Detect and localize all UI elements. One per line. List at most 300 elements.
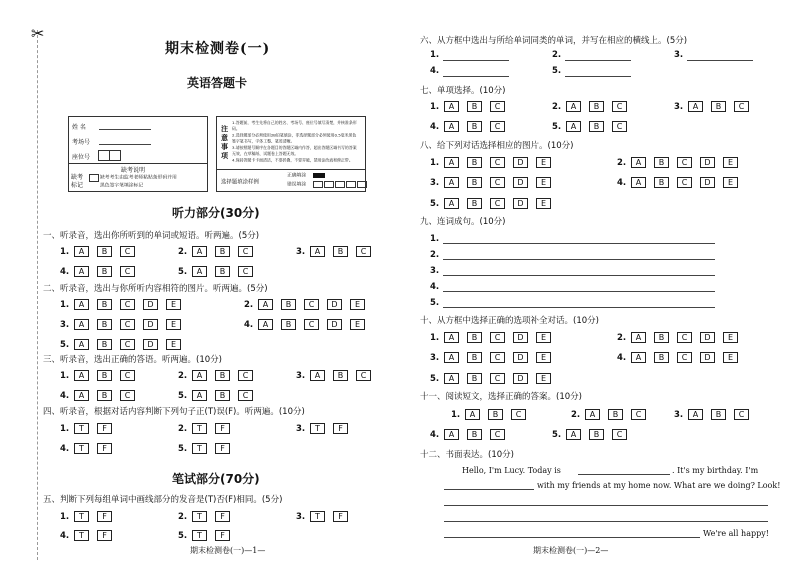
page-title: 期末检测卷(一) <box>165 41 271 57</box>
section-1-title: 一、听录音，选出你所听到的单词或短语。听两遍。(5分) <box>43 231 260 241</box>
option-box-t[interactable]: T <box>192 423 207 434</box>
option-box-c[interactable]: C <box>120 246 135 257</box>
q-number: 1. <box>60 246 70 257</box>
option-box-f[interactable]: F <box>97 530 112 541</box>
option-box-c[interactable]: C <box>120 319 135 330</box>
sample-label: 选择题填涂样例 <box>221 178 259 186</box>
option-box-f[interactable]: F <box>215 423 230 434</box>
answer-line[interactable] <box>443 259 715 260</box>
absent-text: 缺考考生由监考老师粘贴条形码并用 <box>100 174 177 181</box>
name-label: 姓 名 <box>72 124 86 131</box>
option-box-b[interactable]: B <box>711 101 726 112</box>
option-box-d[interactable]: D <box>700 177 715 188</box>
option-box-c[interactable]: C <box>490 352 505 363</box>
exam-no-field[interactable] <box>99 144 151 145</box>
answer-row <box>60 299 189 310</box>
essay-blank[interactable] <box>444 489 534 490</box>
q-number: 2. <box>571 409 581 420</box>
option-box-d[interactable]: D <box>327 319 342 330</box>
option-box-t[interactable]: T <box>74 443 89 454</box>
answer-row <box>617 332 746 343</box>
essay-line[interactable] <box>444 521 768 522</box>
q-number: 2. <box>430 250 440 260</box>
option-box-b[interactable]: B <box>654 177 669 188</box>
q-number: 4. <box>60 390 70 401</box>
option-box-f[interactable]: F <box>215 511 230 522</box>
page-footer-2: 期末检测卷(一)—2— <box>533 546 609 555</box>
option-box-a[interactable]: A <box>585 409 600 420</box>
option-box-b[interactable]: B <box>589 121 604 132</box>
answer-row <box>60 370 143 381</box>
option-box-b[interactable]: B <box>467 198 482 209</box>
option-box-b[interactable]: B <box>333 370 348 381</box>
answer-row <box>60 266 143 277</box>
option-box-a[interactable]: A <box>444 373 459 384</box>
option-box-e[interactable]: E <box>723 352 738 363</box>
answer-row <box>430 121 513 132</box>
answer-row <box>552 101 635 112</box>
option-box-c[interactable]: C <box>238 390 253 401</box>
option-box-c[interactable]: C <box>490 198 505 209</box>
option-box-a[interactable]: A <box>444 198 459 209</box>
answer-row <box>244 319 373 330</box>
essay-text: Hello, I'm Lucy. Today is <box>462 466 561 475</box>
q-number: 1. <box>60 299 70 310</box>
option-box-e[interactable]: E <box>166 319 181 330</box>
page-subtitle: 英语答题卡 <box>187 76 248 90</box>
absent-mark-box[interactable] <box>89 174 99 182</box>
option-box-b[interactable]: B <box>467 373 482 384</box>
option-box-a[interactable]: A <box>688 101 703 112</box>
option-box-d[interactable]: D <box>513 373 528 384</box>
answer-row <box>296 370 379 381</box>
option-box-b[interactable]: B <box>589 429 604 440</box>
absent-label: 标记 <box>71 182 84 189</box>
answer-row <box>60 530 120 541</box>
option-box-b[interactable]: B <box>608 409 623 420</box>
option-box-e[interactable]: E <box>536 332 551 343</box>
option-box-b[interactable]: B <box>333 246 348 257</box>
q-number: 4. <box>60 530 70 541</box>
option-box-c[interactable]: C <box>490 157 505 168</box>
option-box-e[interactable]: E <box>350 299 365 310</box>
q-number: 3. <box>296 423 306 434</box>
option-box-t[interactable]: T <box>310 511 325 522</box>
option-box-b[interactable]: B <box>589 101 604 112</box>
q-number: 5. <box>178 390 188 401</box>
option-box-a[interactable]: A <box>688 409 703 420</box>
option-box-c[interactable]: C <box>677 332 692 343</box>
option-box-t[interactable]: T <box>192 530 207 541</box>
option-box-c[interactable]: C <box>120 299 135 310</box>
option-box-a[interactable]: A <box>192 266 207 277</box>
answer-line[interactable] <box>443 60 509 61</box>
notice-box <box>216 116 366 192</box>
q-number: 5. <box>178 443 188 454</box>
answer-row <box>244 299 373 310</box>
notice-line: 1.答题前，考生先将自己的姓名、考场号、座位号填写清楚，并核准条形码。 <box>232 120 357 132</box>
option-box-b[interactable]: B <box>215 246 230 257</box>
option-box-c[interactable]: C <box>120 266 135 277</box>
fold-line <box>37 30 38 560</box>
option-box-a[interactable]: A <box>566 121 581 132</box>
option-box-d[interactable]: D <box>513 177 528 188</box>
q-number: 5. <box>60 339 70 350</box>
option-box-a[interactable]: A <box>74 390 89 401</box>
q-number: 1. <box>430 157 440 168</box>
answer-line[interactable] <box>443 243 715 244</box>
divider <box>69 163 207 164</box>
written-header: 笔试部分(70分) <box>172 472 260 486</box>
option-box-a[interactable]: A <box>258 319 273 330</box>
option-box-f[interactable]: F <box>97 443 112 454</box>
section-3-title: 三、听录音，选出正确的答语。听两遍。(10分) <box>43 355 222 365</box>
essay-blank[interactable] <box>578 474 670 475</box>
option-box-c[interactable]: C <box>490 101 505 112</box>
option-box-c[interactable]: C <box>356 370 371 381</box>
scissors-icon: ✂ <box>31 24 45 43</box>
answer-row <box>571 409 654 420</box>
option-box-b[interactable]: B <box>467 352 482 363</box>
q-number: 1. <box>430 50 440 60</box>
section-12-title: 十二、书面表达。(10分) <box>420 450 514 460</box>
option-box-a[interactable]: A <box>631 352 646 363</box>
option-box-c[interactable]: C <box>612 121 627 132</box>
option-box-c[interactable]: C <box>120 390 135 401</box>
option-box-c[interactable]: C <box>490 121 505 132</box>
section-8-title: 八、给下列对话选择相应的图片。(10分) <box>420 141 574 151</box>
answer-line[interactable] <box>687 60 753 61</box>
option-box-c[interactable]: C <box>238 246 253 257</box>
option-box-t[interactable]: T <box>192 511 207 522</box>
option-box-c[interactable]: C <box>677 177 692 188</box>
option-box-c[interactable]: C <box>734 101 749 112</box>
option-box-a[interactable]: A <box>444 177 459 188</box>
answer-row <box>60 443 120 454</box>
option-box-a[interactable]: A <box>310 246 325 257</box>
option-box-c[interactable]: C <box>304 299 319 310</box>
q-number: 4. <box>617 177 627 188</box>
option-box-a[interactable]: A <box>310 370 325 381</box>
option-box-f[interactable]: F <box>215 443 230 454</box>
option-box-e[interactable]: E <box>536 157 551 168</box>
option-box-d[interactable]: D <box>700 352 715 363</box>
option-box-c[interactable]: C <box>511 409 526 420</box>
answer-row <box>60 246 143 257</box>
q-number: 1. <box>430 234 440 244</box>
q-number: 3. <box>674 409 684 420</box>
section-7-title: 七、单项选择。(10分) <box>420 86 506 96</box>
essay-text: We're all happy! <box>703 529 769 538</box>
answer-row <box>430 373 559 384</box>
option-box-a[interactable]: A <box>444 101 459 112</box>
option-box-b[interactable]: B <box>654 332 669 343</box>
q-number: 3. <box>430 352 440 363</box>
q-number: 5. <box>552 429 562 440</box>
option-box-b[interactable]: B <box>467 177 482 188</box>
option-box-d[interactable]: D <box>143 319 158 330</box>
q-number: 4. <box>430 121 440 132</box>
option-box-c[interactable]: C <box>631 409 646 420</box>
answer-row <box>674 101 757 112</box>
option-box-f[interactable]: F <box>97 423 112 434</box>
option-box-a[interactable]: A <box>444 352 459 363</box>
section-4-title: 四、听录音，根据对话内容判断下列句子正(T)误(F)。听两遍。(10分) <box>43 407 305 417</box>
answer-row <box>430 177 559 188</box>
q-number: 5. <box>430 198 440 209</box>
option-box-c[interactable]: C <box>677 157 692 168</box>
section-2-title: 二、听录音，选出与你所听内容相符的图片。听两遍。(5分) <box>43 284 268 294</box>
option-box-c[interactable]: C <box>238 370 253 381</box>
essay-text: with my friends at my home now. What are we doing? Look! <box>537 481 781 490</box>
option-box-a[interactable]: A <box>192 390 207 401</box>
q-number: 5. <box>430 373 440 384</box>
option-box-c[interactable]: C <box>490 332 505 343</box>
answer-row <box>178 511 238 522</box>
option-box-b[interactable]: B <box>654 157 669 168</box>
q-number: 4. <box>60 266 70 277</box>
q-number: 5. <box>178 266 188 277</box>
q-number: 3. <box>430 266 440 276</box>
q-number: 3. <box>674 50 684 60</box>
option-box-b[interactable]: B <box>467 101 482 112</box>
q-number: 3. <box>60 319 70 330</box>
option-box-c[interactable]: C <box>490 177 505 188</box>
option-box-b[interactable]: B <box>97 370 112 381</box>
option-box-a[interactable]: A <box>444 332 459 343</box>
option-box-t[interactable]: T <box>74 511 89 522</box>
option-box-t[interactable]: T <box>310 423 325 434</box>
option-box-c[interactable]: C <box>120 370 135 381</box>
name-field[interactable] <box>99 129 151 130</box>
option-box-c[interactable]: C <box>120 339 135 350</box>
answer-line[interactable] <box>565 60 631 61</box>
answer-line[interactable] <box>443 275 715 276</box>
option-box-d[interactable]: D <box>513 157 528 168</box>
option-box-b[interactable]: B <box>467 121 482 132</box>
answer-row <box>60 423 120 434</box>
option-box-a[interactable]: A <box>631 332 646 343</box>
q-number: 5. <box>552 66 562 76</box>
option-box-b[interactable]: B <box>97 266 112 277</box>
q-number: 4. <box>244 319 254 330</box>
option-box-a[interactable]: A <box>192 370 207 381</box>
answer-line[interactable] <box>443 76 509 77</box>
answer-row <box>60 511 120 522</box>
seat-label: 座位号 <box>72 154 91 161</box>
answer-row <box>430 429 513 440</box>
option-box-a[interactable]: A <box>192 246 207 257</box>
answer-row <box>178 390 261 401</box>
option-box-b[interactable]: B <box>281 319 296 330</box>
q-number: 5. <box>178 530 188 541</box>
q-number: 2. <box>552 50 562 60</box>
answer-row <box>60 319 189 330</box>
answer-row <box>617 352 746 363</box>
option-box-e[interactable]: E <box>350 319 365 330</box>
correct-sample <box>313 173 325 178</box>
answer-row <box>178 266 261 277</box>
option-box-b[interactable]: B <box>281 299 296 310</box>
option-box-e[interactable]: E <box>536 177 551 188</box>
option-box-d[interactable]: D <box>513 332 528 343</box>
option-box-b[interactable]: B <box>215 390 230 401</box>
answer-row <box>617 177 746 188</box>
option-box-a[interactable]: A <box>74 319 89 330</box>
notice-text <box>232 120 357 164</box>
answer-row <box>430 198 559 209</box>
answer-row <box>178 246 261 257</box>
notice-title: 注意事项 <box>221 125 228 160</box>
q-number: 4. <box>430 66 440 76</box>
option-box-e[interactable]: E <box>723 332 738 343</box>
correct-label: 正确填涂 <box>287 172 307 179</box>
option-box-c[interactable]: C <box>612 429 627 440</box>
option-box-a[interactable]: A <box>74 339 89 350</box>
q-number: 4. <box>430 429 440 440</box>
option-box-b[interactable]: B <box>654 352 669 363</box>
q-number: 3. <box>674 101 684 112</box>
option-box-d[interactable]: D <box>143 339 158 350</box>
option-box-d[interactable]: D <box>513 198 528 209</box>
option-box-e[interactable]: E <box>723 177 738 188</box>
answer-line[interactable] <box>443 291 715 292</box>
answer-row <box>178 443 238 454</box>
option-box-c[interactable]: C <box>238 266 253 277</box>
section-9-title: 九、连词成句。(10分) <box>420 217 506 227</box>
answer-line[interactable] <box>443 307 715 308</box>
option-box-a[interactable]: A <box>631 177 646 188</box>
option-box-d[interactable]: D <box>327 299 342 310</box>
option-box-c[interactable]: C <box>304 319 319 330</box>
option-box-f[interactable]: F <box>97 511 112 522</box>
option-box-f[interactable]: F <box>333 423 348 434</box>
option-box-b[interactable]: B <box>467 157 482 168</box>
option-box-b[interactable]: B <box>97 339 112 350</box>
divider <box>217 169 365 170</box>
q-number: 1. <box>451 409 461 420</box>
answer-row <box>60 339 189 350</box>
seat-box[interactable] <box>109 150 121 161</box>
absent-text: 黑色签字笔填涂标记 <box>100 182 144 189</box>
answer-row <box>178 530 238 541</box>
q-number: 4. <box>617 352 627 363</box>
option-box-b[interactable]: B <box>97 319 112 330</box>
option-box-e[interactable]: E <box>536 373 551 384</box>
option-box-c[interactable]: C <box>677 352 692 363</box>
option-box-b[interactable]: B <box>467 332 482 343</box>
option-box-b[interactable]: B <box>97 246 112 257</box>
q-number: 2. <box>617 332 627 343</box>
option-box-a[interactable]: A <box>74 266 89 277</box>
essay-line[interactable] <box>444 505 768 506</box>
option-box-t[interactable]: T <box>74 423 89 434</box>
q-number: 2. <box>244 299 254 310</box>
option-box-a[interactable]: A <box>566 429 581 440</box>
option-box-t[interactable]: T <box>74 530 89 541</box>
q-number: 3. <box>296 370 306 381</box>
option-box-d[interactable]: D <box>700 332 715 343</box>
option-box-a[interactable]: A <box>631 157 646 168</box>
option-box-a[interactable]: A <box>258 299 273 310</box>
option-box-e[interactable]: E <box>166 299 181 310</box>
notice-line: 2.选择题部分必须使用2B铅笔填涂，非选择题部分必须使用0.5毫米黑色签字笔书写，字体工整、笔迹清晰。 <box>232 133 357 145</box>
q-number: 2. <box>178 423 188 434</box>
option-box-t[interactable]: T <box>192 443 207 454</box>
option-box-b[interactable]: B <box>488 409 503 420</box>
answer-row <box>178 423 238 434</box>
q-number: 4. <box>430 282 440 292</box>
option-box-a[interactable]: A <box>444 429 459 440</box>
option-box-d[interactable]: D <box>143 299 158 310</box>
option-box-e[interactable]: E <box>536 198 551 209</box>
q-number: 1. <box>60 370 70 381</box>
option-box-c[interactable]: C <box>356 246 371 257</box>
option-box-d[interactable]: D <box>513 352 528 363</box>
option-box-b[interactable]: B <box>97 299 112 310</box>
q-number: 1. <box>60 423 70 434</box>
option-box-a[interactable]: A <box>566 101 581 112</box>
option-box-b[interactable]: B <box>711 409 726 420</box>
option-box-c[interactable]: C <box>734 409 749 420</box>
essay-line[interactable] <box>444 537 700 538</box>
q-number: 3. <box>296 511 306 522</box>
option-box-b[interactable]: B <box>467 429 482 440</box>
answer-line[interactable] <box>565 76 631 77</box>
option-box-f[interactable]: F <box>333 511 348 522</box>
section-6-title: 六、从方框中选出与所给单词同类的单词，并写在相应的横线上。(5分) <box>420 36 688 46</box>
q-number: 2. <box>552 101 562 112</box>
section-5-title: 五、判断下列每组单词中画线部分的发音是(T)否(F)相同。(5分) <box>43 495 283 505</box>
option-box-c[interactable]: C <box>490 429 505 440</box>
option-box-a[interactable]: A <box>444 121 459 132</box>
option-box-e[interactable]: E <box>166 339 181 350</box>
option-box-b[interactable]: B <box>97 390 112 401</box>
option-box-a[interactable]: A <box>444 157 459 168</box>
option-box-e[interactable]: E <box>536 352 551 363</box>
answer-row <box>552 429 635 440</box>
q-number: 3. <box>430 177 440 188</box>
student-info-box <box>68 116 208 192</box>
answer-row <box>296 246 379 257</box>
option-box-b[interactable]: B <box>215 266 230 277</box>
essay-text: . It's my birthday. I'm <box>672 466 759 475</box>
option-box-c[interactable]: C <box>612 101 627 112</box>
notice-line: 3.请按照题号顺序在各题目的答题区域内作答，超出答题区域书写的答案无效，在草稿纸、试题卷上答题无效。 <box>232 145 357 157</box>
q-number: 1. <box>430 332 440 343</box>
answer-row <box>430 157 559 168</box>
q-number: 1. <box>60 511 70 522</box>
option-box-f[interactable]: F <box>215 530 230 541</box>
option-box-e[interactable]: E <box>723 157 738 168</box>
answer-row <box>617 157 746 168</box>
option-box-a[interactable]: A <box>465 409 480 420</box>
answer-row <box>430 332 559 343</box>
option-box-a[interactable]: A <box>74 370 89 381</box>
q-number: 1. <box>430 101 440 112</box>
wrong-samples <box>313 181 367 188</box>
option-box-b[interactable]: B <box>215 370 230 381</box>
answer-row <box>552 121 635 132</box>
option-box-c[interactable]: C <box>490 373 505 384</box>
option-box-a[interactable]: A <box>74 299 89 310</box>
option-box-a[interactable]: A <box>74 246 89 257</box>
answer-row <box>430 101 513 112</box>
q-number: 4. <box>60 443 70 454</box>
absent-label: 缺考 <box>71 174 84 181</box>
answer-row <box>430 352 559 363</box>
option-box-d[interactable]: D <box>700 157 715 168</box>
